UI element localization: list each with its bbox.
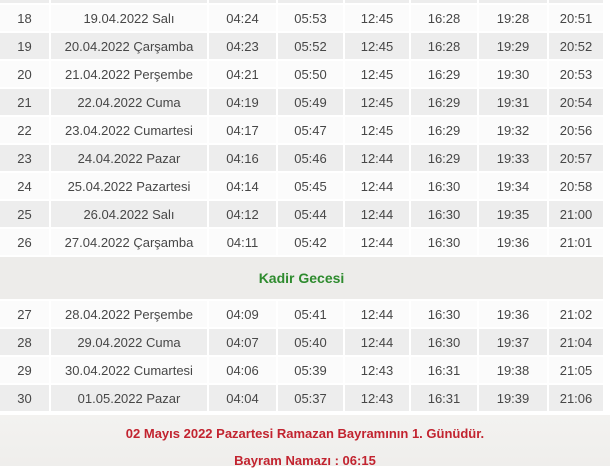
day-cell: 27: [0, 300, 50, 328]
time-cell: 21:00: [548, 200, 603, 228]
kadir-gecesi-banner-row: [0, 256, 603, 300]
time-cell: 20:54: [548, 88, 603, 116]
time-cell: 12:44: [344, 200, 410, 228]
time-cell: 21:02: [548, 300, 603, 328]
table-row: [0, 328, 603, 356]
time-cell: 04:04: [208, 384, 277, 412]
time-cell: 12:45: [344, 32, 410, 60]
time-cell: 16:29: [410, 88, 478, 116]
time-cell: 12:44: [344, 328, 410, 356]
table-row: [0, 172, 603, 200]
time-cell: 12:45: [344, 116, 410, 144]
time-cell: 19:36: [478, 228, 548, 256]
time-cell: 19:33: [478, 144, 548, 172]
day-cell: 25: [0, 200, 50, 228]
time-cell: 05:46: [277, 144, 344, 172]
time-cell: 19:29: [478, 32, 548, 60]
time-cell: 05:52: [277, 32, 344, 60]
kadir-gecesi-label: Kadir Gecesi: [0, 256, 603, 300]
time-cell: 16:28: [410, 32, 478, 60]
time-cell: 05:42: [277, 228, 344, 256]
time-cell: 20:58: [548, 172, 603, 200]
date-cell: 29.04.2022 Cuma: [50, 328, 208, 356]
table-row: [0, 200, 603, 228]
table-row: [0, 356, 603, 384]
time-cell: 19:34: [478, 172, 548, 200]
table-row: [0, 32, 603, 60]
bayram-note: 02 Mayıs 2022 Pazartesi Ramazan Bayramının 1. Günüdür.: [125, 426, 485, 441]
table-row: [0, 384, 603, 412]
time-cell: 19:36: [478, 300, 548, 328]
time-cell: 05:40: [277, 328, 344, 356]
time-cell: 04:06: [208, 356, 277, 384]
time-cell: 05:44: [277, 200, 344, 228]
day-cell: 20: [0, 60, 50, 88]
time-cell: 04:21: [208, 60, 277, 88]
time-cell: 16:29: [410, 60, 478, 88]
time-cell: 20:56: [548, 116, 603, 144]
date-cell: 28.04.2022 Perşembe: [50, 300, 208, 328]
time-cell: 16:30: [410, 200, 478, 228]
date-cell: 25.04.2022 Pazartesi: [50, 172, 208, 200]
time-cell: 04:16: [208, 144, 277, 172]
time-cell: 16:28: [410, 4, 478, 32]
time-cell: 16:30: [410, 328, 478, 356]
table-row: [0, 60, 603, 88]
date-cell: 19.04.2022 Salı: [50, 4, 208, 32]
date-cell: 27.04.2022 Çarşamba: [50, 228, 208, 256]
time-cell: 05:49: [277, 88, 344, 116]
time-cell: 19:35: [478, 200, 548, 228]
time-cell: 05:41: [277, 300, 344, 328]
table-row: [0, 144, 603, 172]
time-cell: 04:12: [208, 200, 277, 228]
time-cell: 05:45: [277, 172, 344, 200]
date-cell: 23.04.2022 Cumartesi: [50, 116, 208, 144]
date-cell: 26.04.2022 Salı: [50, 200, 208, 228]
time-cell: 21:04: [548, 328, 603, 356]
time-cell: 12:43: [344, 356, 410, 384]
time-cell: 16:31: [410, 384, 478, 412]
time-cell: 04:19: [208, 88, 277, 116]
time-cell: 04:24: [208, 4, 277, 32]
date-cell: 20.04.2022 Çarşamba: [50, 32, 208, 60]
time-cell: 05:47: [277, 116, 344, 144]
time-cell: 21:05: [548, 356, 603, 384]
date-cell: 21.04.2022 Perşembe: [50, 60, 208, 88]
time-cell: 12:44: [344, 300, 410, 328]
time-cell: 20:51: [548, 4, 603, 32]
time-cell: 16:30: [410, 300, 478, 328]
time-cell: 21:01: [548, 228, 603, 256]
table-row: [0, 116, 603, 144]
time-cell: 12:43: [344, 384, 410, 412]
time-cell: 04:17: [208, 116, 277, 144]
time-cell: 04:23: [208, 32, 277, 60]
time-cell: 20:57: [548, 144, 603, 172]
day-cell: 21: [0, 88, 50, 116]
time-cell: 05:39: [277, 356, 344, 384]
day-cell: 19: [0, 32, 50, 60]
time-cell: 12:45: [344, 60, 410, 88]
time-cell: 04:11: [208, 228, 277, 256]
day-cell: 26: [0, 228, 50, 256]
bayram-namazi-time: Bayram Namazı : 06:15: [234, 453, 376, 468]
time-cell: 12:44: [344, 228, 410, 256]
day-cell: 28: [0, 328, 50, 356]
day-cell: 18: [0, 4, 50, 32]
time-cell: 16:31: [410, 356, 478, 384]
day-cell: 24: [0, 172, 50, 200]
day-cell: 22: [0, 116, 50, 144]
day-cell: 30: [0, 384, 50, 412]
time-cell: 19:37: [478, 328, 548, 356]
time-cell: 19:38: [478, 356, 548, 384]
time-cell: 04:09: [208, 300, 277, 328]
time-cell: 20:52: [548, 32, 603, 60]
time-cell: 05:53: [277, 4, 344, 32]
table-row: [0, 88, 603, 116]
date-cell: 24.04.2022 Pazar: [50, 144, 208, 172]
time-cell: 05:37: [277, 384, 344, 412]
time-cell: 20:53: [548, 60, 603, 88]
time-cell: 16:29: [410, 116, 478, 144]
date-cell: 22.04.2022 Cuma: [50, 88, 208, 116]
time-cell: 04:07: [208, 328, 277, 356]
time-cell: 19:30: [478, 60, 548, 88]
table-row: [0, 300, 603, 328]
time-cell: 04:14: [208, 172, 277, 200]
table-row: [0, 4, 603, 32]
table-row: [0, 228, 603, 256]
day-cell: 23: [0, 144, 50, 172]
time-cell: 19:31: [478, 88, 548, 116]
time-cell: 19:32: [478, 116, 548, 144]
time-cell: 19:28: [478, 4, 548, 32]
bayram-footer: [0, 415, 610, 466]
time-cell: 16:30: [410, 228, 478, 256]
time-cell: 19:39: [478, 384, 548, 412]
date-cell: 30.04.2022 Cumartesi: [50, 356, 208, 384]
time-cell: 05:50: [277, 60, 344, 88]
time-cell: 12:44: [344, 144, 410, 172]
time-cell: 12:45: [344, 88, 410, 116]
time-cell: 16:30: [410, 172, 478, 200]
date-cell: 01.05.2022 Pazar: [50, 384, 208, 412]
time-cell: 16:29: [410, 144, 478, 172]
time-cell: 21:06: [548, 384, 603, 412]
time-cell: 12:44: [344, 172, 410, 200]
time-cell: 12:45: [344, 4, 410, 32]
day-cell: 29: [0, 356, 50, 384]
